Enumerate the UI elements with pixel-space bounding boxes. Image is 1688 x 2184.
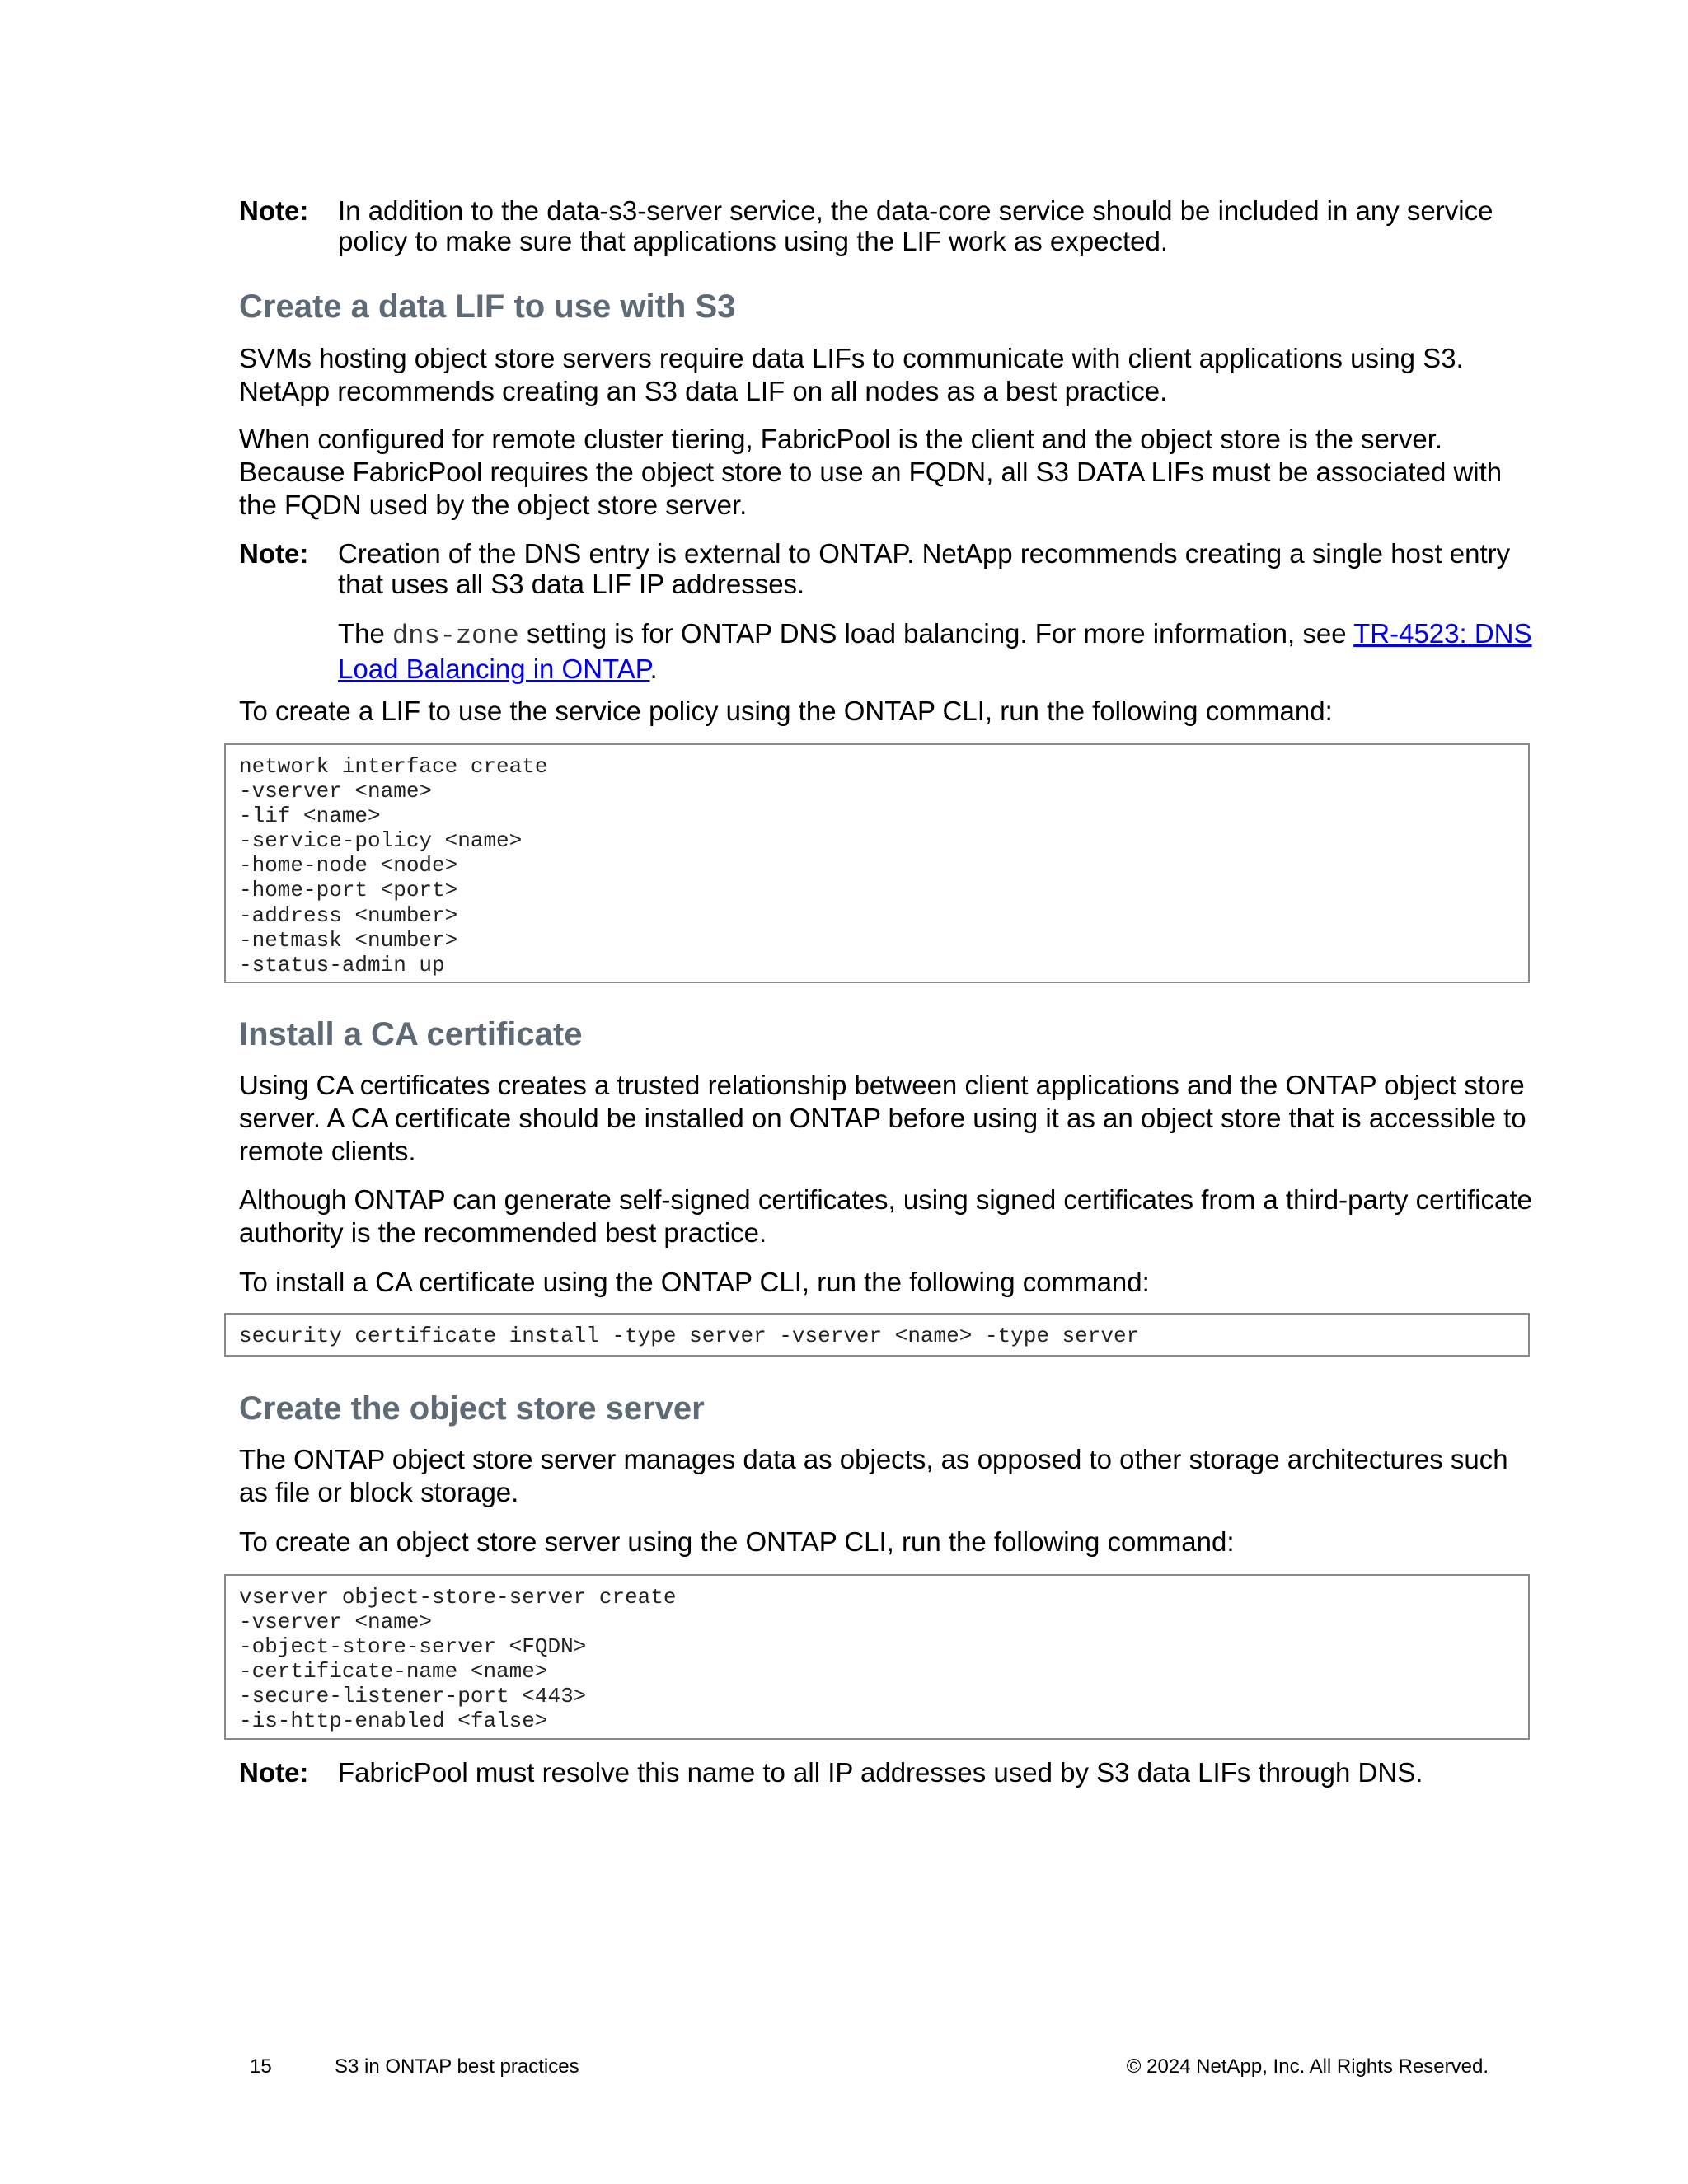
paragraph-object-store-server: The ONTAP object store server manages data as objects, as opposed to other storage architectures such as file or block storage. [239,1444,1508,1507]
note-label: Note: [239,1757,309,1788]
note-data-core [239,195,1541,256]
paragraph-remote-tiering: When configured for remote cluster tiering, FabricPool is the client and the object store is the server. Because FabricPool requires the object store to use an FQDN, all S3 DATA LIFs must be associated with the FQDN used by the object store server. [239,424,1503,520]
paragraph-create-object-store-intro: To create an object store server using the ONTAP CLI, run the following command: [239,1526,1235,1557]
note-label: Note: [239,538,309,569]
note-label: Note: [239,195,309,226]
note-fabricpool-resolve [239,1757,1541,1788]
code-block-object-store-server-create: vserver object-store-server create -vserver <name> -object-store-server <FQDN> -certificate-name <name> -secure-listener-port <443> -is-http-enabled <false> [224,1574,1530,1740]
section-heading-create-data-lif: Create a data LIF to use with S3 [239,288,736,325]
footer-copyright: © 2024 NetApp, Inc. All Rights Reserved. [1126,2055,1489,2078]
note-text: In addition to the data-s3-server service, the data-core service should be included in any service policy to make sure that applications using the LIF work as expected. [338,195,1493,256]
footer-page-number: 15 [250,2055,272,2078]
paragraph-svm-lifs: SVMs hosting object store servers require data LIFs to communicate with client applications using S3. NetApp recommends creating an S3 data LIF on all nodes as a best practice. [239,343,1464,406]
footer-document-title: S3 in ONTAP best practices [335,2055,579,2078]
code-block-network-interface-create: network interface create -vserver <name> -lif <name> -service-policy <name> -home-node <node> -home-port <port> -address <number> -netmask <number> -status-admin up [224,743,1530,983]
note-dns-zone-paragraph: The dns-zone setting is for ONTAP DNS load balancing. For more information, see TR-4523: DNS Load Balancing in ONTAP. [338,618,1532,684]
paragraph-install-ca-intro: To install a CA certificate using the ONTAP CLI, run the following command: [239,1267,1150,1297]
paragraph-ca-certificates: Using CA certificates creates a trusted relationship between client applications and the ONTAP object store server. A CA certificate should be installed on ONTAP before using it as an object store that is accessible to remote clients. [239,1070,1526,1166]
note-text: Creation of the DNS entry is external to ONTAP. NetApp recommends creating a single host entry that uses all S3 data LIF IP addresses. [338,538,1511,599]
tr-4523-link[interactable]: TR-4523: DNS Load Balancing in ONTAP [338,618,1532,684]
section-heading-create-object-store-server: Create the object store server [239,1390,705,1427]
section-heading-install-ca-certificate: Install a CA certificate [239,1016,583,1052]
note-text: FabricPool must resolve this name to all IP addresses used by S3 data LIFs through DNS. [338,1757,1423,1788]
paragraph-create-lif-intro: To create a LIF to use the service policy using the ONTAP CLI, run the following command: [239,696,1333,726]
code-block-security-certificate-install: security certificate install -type server -vserver <name> -type server [224,1313,1530,1357]
paragraph-self-signed: Although ONTAP can generate self-signed certificates, using signed certificates from a third-party certificate authority is the recommended best practice. [239,1184,1532,1248]
note-dns-entry [239,538,1541,686]
dns-zone-code: dns-zone [392,621,519,651]
